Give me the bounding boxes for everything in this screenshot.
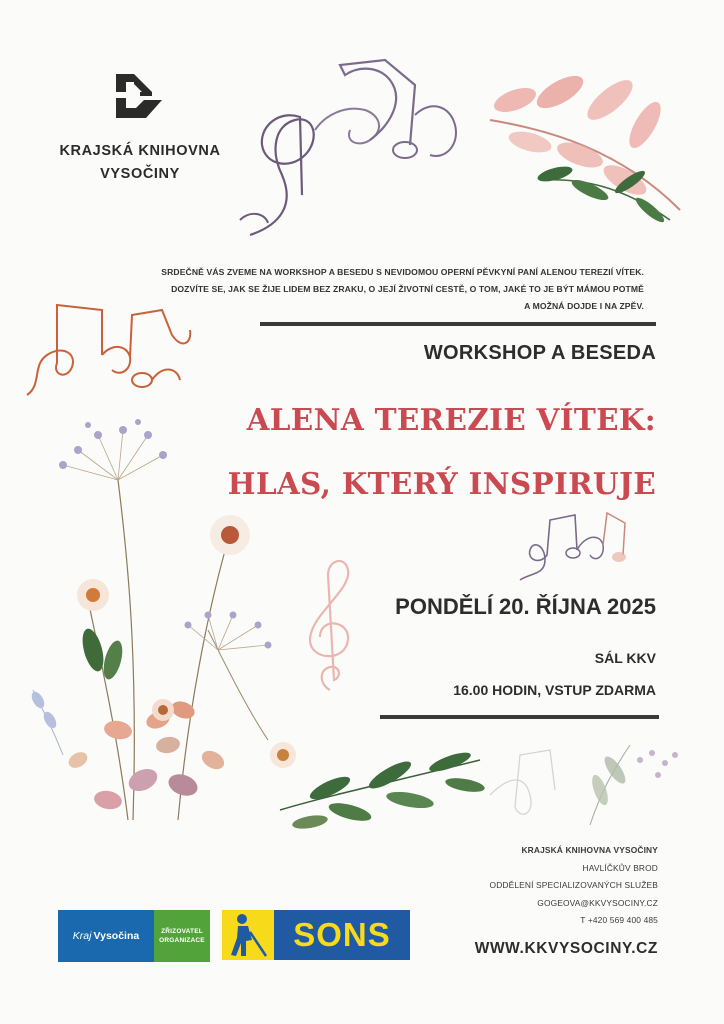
music-notes-lilac-decoration [220,55,470,250]
divider-bottom [380,715,659,719]
invitation-text [40,264,644,315]
event-venue: SÁL KKV [594,650,656,666]
invitation-line2: DOZVÍTE SE, JAK SE ŽIJE LIDEM BEZ ZRAKU, O JEJÍ ŽIVOTNÍ CESTĚ, O TOM, JAKÉ TO JE BÝT MÁMOU POTMĚ [171,284,644,294]
kraj-role-line2: ORGANIZACE [159,937,205,944]
divider-top [260,322,656,326]
kkv-arrow-logo [112,70,164,122]
music-notes-small-decoration [515,505,635,585]
event-title-line1: ALENA TEREZIE VÍTEK: [246,402,656,437]
event-title-line2: HLAS, KTERÝ INSPIRUJE [227,466,656,501]
kraj-role-line1: ZŘIZOVATEL [161,928,203,935]
contact-org: KRAJSKÁ KNIHOVNA VYSOČINY [521,845,658,855]
library-name-line2: VYSOČINY [100,166,180,182]
event-subtitle: WORKSHOP A BESEDA [423,342,656,364]
contact-email: GOGEOVA@KKVYSOCINY.CZ [537,897,658,908]
blind-person-icon [222,910,274,960]
event-time: 16.00 HODIN, VSTUP ZDARMA [453,682,656,698]
kraj-vysocina-name [58,910,154,962]
invitation-line3: A MOŽNÁ DOJDE I NA ZPĚV. [524,301,644,311]
contact-block [490,842,658,930]
pink-leaf-branch-decoration [470,70,700,240]
library-name [52,140,228,186]
kraj-role [154,910,210,962]
invitation-line1: SRDEČNĚ VÁS ZVEME NA WORKSHOP A BESEDU S NEVIDOMOU OPERNÍ PĚVKYNÍ PANÍ ALENOU TEREZIÍ VÍTEK. [161,267,644,277]
kraj-prefix: Kraj [72,930,92,942]
contact-department: ODDĚLENÍ SPECIALIZOVANÝCH SLUŽEB [489,880,658,890]
library-name-line1: KRAJSKÁ KNIHOVNA [59,143,221,159]
sons-text: SONS [274,910,410,960]
pale-sprig-right-decoration [480,735,690,830]
kraj-name: Vysočina [93,930,140,942]
kraj-vysocina-logo [58,910,210,962]
contact-city: HAVLÍČKŮV BROD [582,862,658,873]
green-leaf-branch-decoration [270,740,490,840]
website-url: WWW.KKVYSOCINY.CZ [474,940,658,957]
contact-phone: T +420 569 400 485 [580,915,658,925]
sons-logo [222,910,410,960]
event-date: PONDĚLÍ 20. ŘÍJNA 2025 [395,594,656,619]
